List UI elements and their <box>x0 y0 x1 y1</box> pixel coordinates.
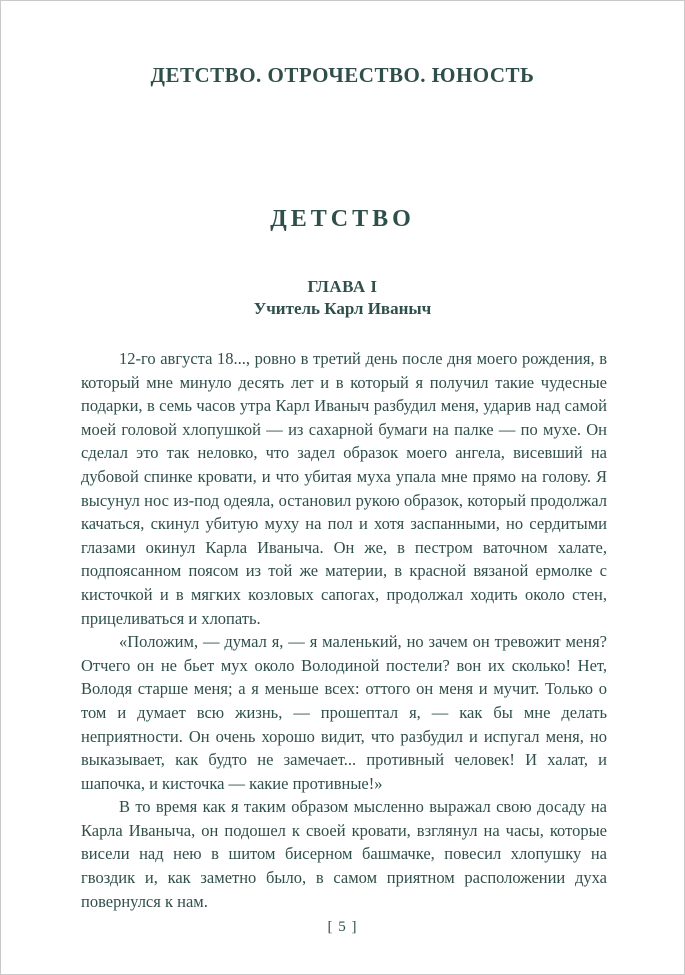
section-title: ДЕТСТВО <box>270 206 415 232</box>
paragraph: «Положим, — думал я, — я маленький, но зачем он тревожит меня? Отчего он не бьет мух около Володиной постели? вон их сколько! Нет, Володя старше меня; а я меньше всех: оттого он меня и мучит. Только о том и думает всю жизнь, — прошептал я, — как бы мне делать неприятности. Он очень хорошо видит, что разбудил и испугал меня, но выказывает, как будто не замечает... противный человек! И халат, и шапочка, и кисточка — какие противные!» <box>81 632 607 793</box>
chapter-subtitle: Учитель Карл Иваныч <box>253 299 432 318</box>
body-text <box>1 347 684 913</box>
book-title: ДЕТСТВО. ОТРОЧЕСТВО. ЮНОСТЬ <box>150 63 535 87</box>
chapter-heading: ГЛАВА I <box>307 277 378 296</box>
page-number: [ 5 ] <box>327 919 358 935</box>
paragraph: 12-го августа 18..., ровно в третий день после дня моего рождения, в который мне минуло десять лет и в который я получил такие чудесные подарки, в семь часов утра Карл Иваныч разбудил меня, ударив над самой моей головой хлопушкой — из сахарной бумаги на палке — по мухе. Он сделал это так неловко, что задел образок моего ангела, висевший на дубовой спинке кровати, и что убитая муха упала мне прямо на голову. Я высунул нос из-под одеяла, остановил рукою образок, который продолжал качаться, скинул убитую муху на пол и хотя заспанными, но сердитыми глазами окинул Карла Иваныча. Он же, в пестром ваточном халате, подпоясанном поясом из той же материи, в красной вязаной ермолке с кисточкой и в мягких козловых сапогах, продолжал ходить около стен, прицеливаться и хлопать. <box>81 349 607 628</box>
paragraph: В то время как я таким образом мысленно выражал свою досаду на Карла Иваныча, он подошел к своей кровати, взглянул на часы, которые висели над нею в шитом бисерном башмачке, повесил хлопушку на гвоздик и, как заметно было, в самом приятном расположении духа повернулся к нам. <box>81 797 607 911</box>
